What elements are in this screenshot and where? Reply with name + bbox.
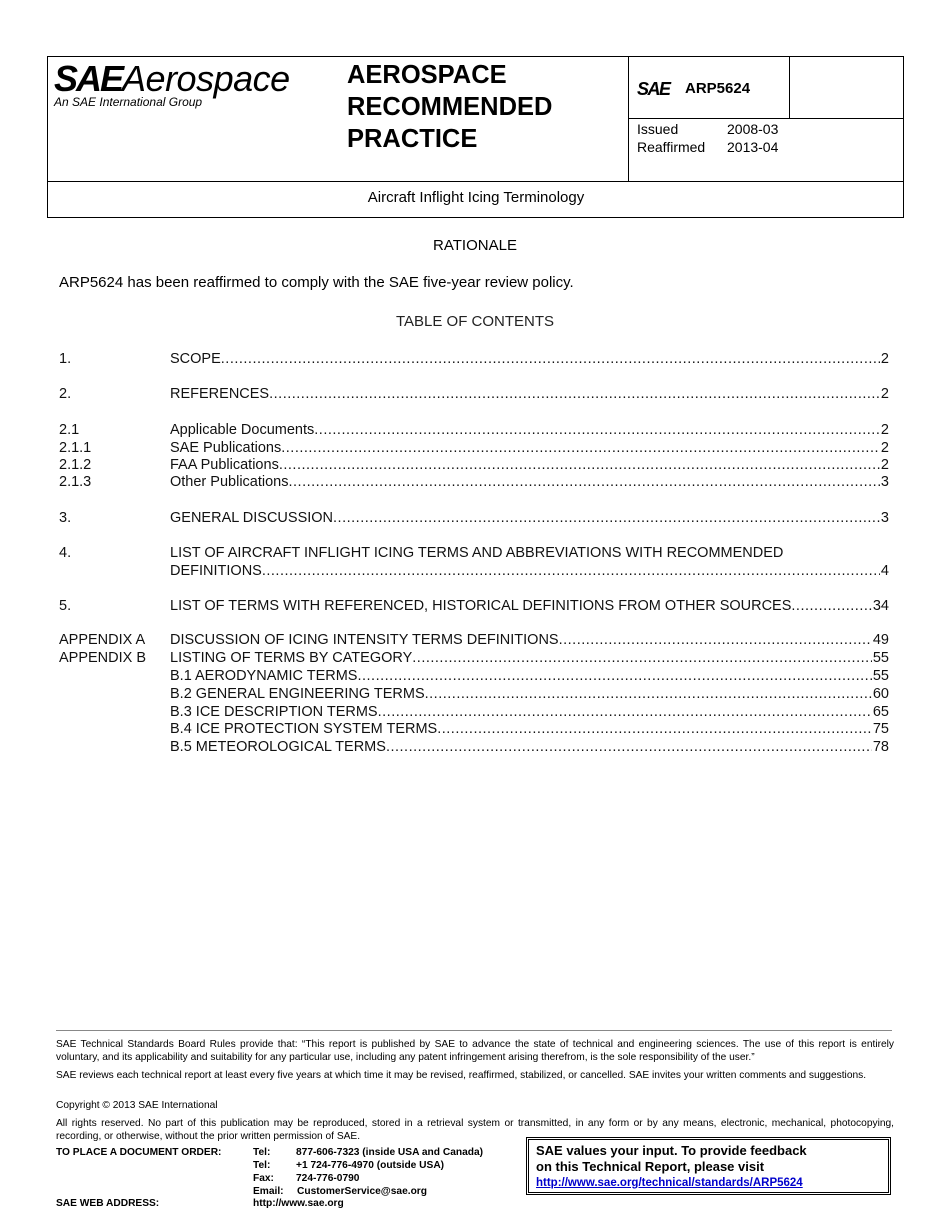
toc-entry-number: 2.1.3: [59, 474, 92, 490]
reaffirmed-date: 2013-04: [727, 139, 779, 155]
contact-value: 724-776-0790: [296, 1173, 360, 1184]
contact-value: +1 724-776-4970 (outside USA): [296, 1160, 445, 1171]
toc-entry-line: [170, 631, 889, 649]
document-title: Aircraft Inflight Icing Terminology: [367, 189, 585, 206]
contact-label: Tel:: [253, 1160, 271, 1171]
toc-leader-dots: [288, 473, 879, 491]
toc-entry-title: LIST OF AIRCRAFT INFLIGHT ICING TERMS AND ABBREVIATIONS WITH RECOMMENDED: [170, 545, 784, 561]
standards-rules-text: SAE Technical Standards Board Rules provide that: “This report is published by SAE to advance the state of technical and engineering sciences. The use of this report is entirely voluntary, and its applicability and suitability for any particular use, including any patent infringement arising therefrom, is the sole responsibility of the user.”: [56, 1039, 894, 1063]
toc-leader-dots: [386, 738, 872, 756]
toc-entry-line: [170, 385, 889, 403]
toc-entry[interactable]: [59, 720, 889, 738]
doc-type-line: RECOMMENDED: [347, 93, 553, 121]
toc-entry-title: B.2 GENERAL ENGINEERING TERMS: [170, 686, 425, 702]
toc-entry-page: 65: [872, 704, 889, 720]
toc-entry-page: 4: [880, 563, 889, 579]
toc-entry[interactable]: [59, 456, 889, 474]
footer-divider: [56, 1030, 892, 1031]
toc-entry[interactable]: [59, 509, 889, 527]
toc-entry-page: 2: [880, 457, 889, 473]
toc-leader-dots: [437, 720, 872, 738]
toc-entry-title: GENERAL DISCUSSION: [170, 510, 334, 526]
toc-entry-line: [170, 509, 889, 527]
toc-entry-number: APPENDIX A: [59, 632, 146, 648]
toc-entry-title: LIST OF TERMS WITH REFERENCED, HISTORICAL DEFINITIONS FROM OTHER SOURCES: [170, 598, 792, 614]
document-type: [347, 59, 552, 155]
toc-entry-page: 2: [880, 422, 889, 438]
document-number: ARP5624: [685, 80, 751, 97]
toc-entry-line: [170, 456, 889, 474]
sae-aerospace-logo: [54, 59, 290, 99]
toc-entry[interactable]: [59, 649, 889, 667]
toc-entry-page: 55: [872, 668, 889, 684]
copyright-text: Copyright © 2013 SAE International: [56, 1100, 218, 1111]
toc-entry-title: SAE Publications: [170, 440, 282, 456]
toc-entry-line: [170, 703, 889, 721]
toc-entry[interactable]: [59, 385, 889, 403]
toc-entry-line: [170, 720, 889, 738]
rights-text: All rights reserved. No part of this publication may be reproduced, stored in a retrieval system or transmitted, in any form or by any means, electronic, mechanical, photocopying, recording, or otherwise, without the prior written permission of SAE.: [56, 1118, 894, 1142]
toc-entry-title: B.1 AERODYNAMIC TERMS: [170, 668, 358, 684]
contact-values: [296, 1146, 483, 1198]
toc-leader-dots: [333, 509, 880, 527]
toc-entry-page: 78: [872, 739, 889, 755]
toc-entry[interactable]: [59, 667, 889, 685]
feedback-text: SAE values your input. To provide feedback: [536, 1143, 807, 1158]
toc-entry-page: 3: [880, 510, 889, 526]
toc-leader-dots: [791, 597, 871, 615]
toc-entry-number: 2.1.1: [59, 440, 92, 456]
issued-label: Issued: [637, 121, 679, 137]
toc-entry[interactable]: [59, 439, 889, 457]
contact-label: Fax:: [253, 1173, 274, 1184]
sae-mini-logo: SAE: [637, 79, 670, 99]
toc-entry-title: Other Publications: [170, 474, 289, 490]
toc-entry-line: [170, 473, 889, 491]
issued-date: 2008-03: [727, 121, 779, 137]
toc-entry-line: [170, 597, 889, 615]
toc-entry-number: 2.1.2: [59, 457, 92, 473]
toc-entry-title: DEFINITIONS: [170, 563, 262, 579]
toc-entry-line: [170, 562, 889, 580]
document-header: [47, 56, 904, 218]
rationale-text: ARP5624 has been reaffirmed to comply with the SAE five-year review policy.: [59, 274, 574, 291]
toc-entry-line: [170, 738, 889, 756]
review-policy-text: SAE reviews each technical report at least every five years at which time it may be revised, reaffirmed, stabilized, or cancelled. SAE invites your written comments and suggestions.: [56, 1070, 867, 1081]
toc-leader-dots: [269, 385, 880, 403]
feedback-box: [526, 1137, 891, 1195]
toc-entry-line: [170, 439, 889, 457]
toc-entry[interactable]: [59, 703, 889, 721]
toc-entry[interactable]: [59, 597, 889, 615]
feedback-link[interactable]: http://www.sae.org/technical/standards/ARP5624: [536, 1177, 803, 1189]
toc-leader-dots: [314, 421, 880, 439]
document-dates: [637, 120, 778, 156]
toc-entry-page: 49: [872, 632, 889, 648]
toc-entry-title: Applicable Documents: [170, 422, 315, 438]
toc-entry-line: [170, 421, 889, 439]
order-label: TO PLACE A DOCUMENT ORDER:: [56, 1147, 222, 1158]
toc-entry-page: 60: [872, 686, 889, 702]
toc-entry-page: 3: [880, 474, 889, 490]
divider: [628, 118, 904, 119]
doc-type-line: AEROSPACE: [347, 61, 507, 89]
divider: [48, 181, 904, 182]
toc-entry-page: 2: [880, 386, 889, 402]
toc-leader-dots: [281, 439, 880, 457]
toc-entry[interactable]: [59, 544, 889, 562]
toc-leader-dots: [378, 703, 872, 721]
toc-heading: TABLE OF CONTENTS: [395, 313, 555, 330]
toc-leader-dots: [357, 667, 871, 685]
toc-entry-title: B.4 ICE PROTECTION SYSTEM TERMS: [170, 721, 438, 737]
toc-entry[interactable]: [59, 473, 889, 491]
toc-entry-page: 34: [872, 598, 889, 614]
web-address-label: SAE WEB ADDRESS:: [56, 1198, 160, 1209]
toc-entry-number: 5.: [59, 598, 72, 614]
doc-type-line: PRACTICE: [347, 125, 478, 153]
toc-entry-number: 4.: [59, 545, 72, 561]
toc-entry-title: LISTING OF TERMS BY CATEGORY: [170, 650, 413, 666]
toc-entry[interactable]: [59, 685, 889, 703]
divider: [628, 57, 629, 181]
toc-entry-title: FAA Publications: [170, 457, 279, 473]
toc-entry-page: 55: [872, 650, 889, 666]
web-address-value[interactable]: http://www.sae.org: [253, 1198, 344, 1209]
toc-leader-dots: [559, 631, 872, 649]
toc-entry[interactable]: [59, 631, 889, 649]
toc-entry-title: B.5 METEOROLOGICAL TERMS: [170, 739, 386, 755]
reaffirmed-label: Reaffirmed: [637, 139, 706, 155]
contact-value: 877-606-7323 (inside USA and Canada): [296, 1147, 484, 1158]
toc-entry-number: 1.: [59, 351, 72, 367]
toc-leader-dots: [425, 685, 872, 703]
toc-entry-line: [170, 685, 889, 703]
toc-leader-dots: [279, 456, 880, 474]
toc-entry-page: 2: [880, 440, 889, 456]
toc-entry-line: [170, 667, 889, 685]
contact-labels: [253, 1146, 284, 1198]
divider: [789, 57, 790, 118]
toc-entry[interactable]: [59, 350, 889, 368]
toc-entry-title: SCOPE: [170, 351, 221, 367]
logo-aerospace-text: Aerospace: [122, 58, 290, 99]
contact-label: Tel:: [253, 1147, 271, 1158]
toc-entry-title: DISCUSSION OF ICING INTENSITY TERMS DEFINITIONS: [170, 632, 559, 648]
contact-label: Email:: [253, 1186, 284, 1197]
toc-entry-title: REFERENCES: [170, 386, 270, 402]
feedback-text: on this Technical Report, please visit: [536, 1159, 765, 1174]
toc-entry-number: 3.: [59, 510, 72, 526]
rationale-heading: RATIONALE: [433, 237, 517, 254]
toc-entry-number: APPENDIX B: [59, 650, 147, 666]
toc-entry-page: 75: [872, 721, 889, 737]
toc-entry[interactable]: [59, 738, 889, 756]
toc-leader-dots: [412, 649, 872, 667]
toc-entry[interactable]: [59, 421, 889, 439]
toc-entry-line: [170, 350, 889, 368]
toc-entry-number: 2.: [59, 386, 72, 402]
logo-sae-text: SAE: [54, 58, 123, 99]
toc-entry-page: 2: [880, 351, 889, 367]
toc-entry-number: 2.1: [59, 422, 80, 438]
contact-value: CustomerService@sae.org: [297, 1186, 427, 1197]
logo-subtitle: An SAE International Group: [54, 95, 203, 109]
toc-entry-continuation[interactable]: [59, 562, 889, 580]
toc-leader-dots: [262, 562, 880, 580]
toc-leader-dots: [221, 350, 880, 368]
toc-entry-title: B.3 ICE DESCRIPTION TERMS: [170, 704, 378, 720]
toc-entry-line: [170, 649, 889, 667]
